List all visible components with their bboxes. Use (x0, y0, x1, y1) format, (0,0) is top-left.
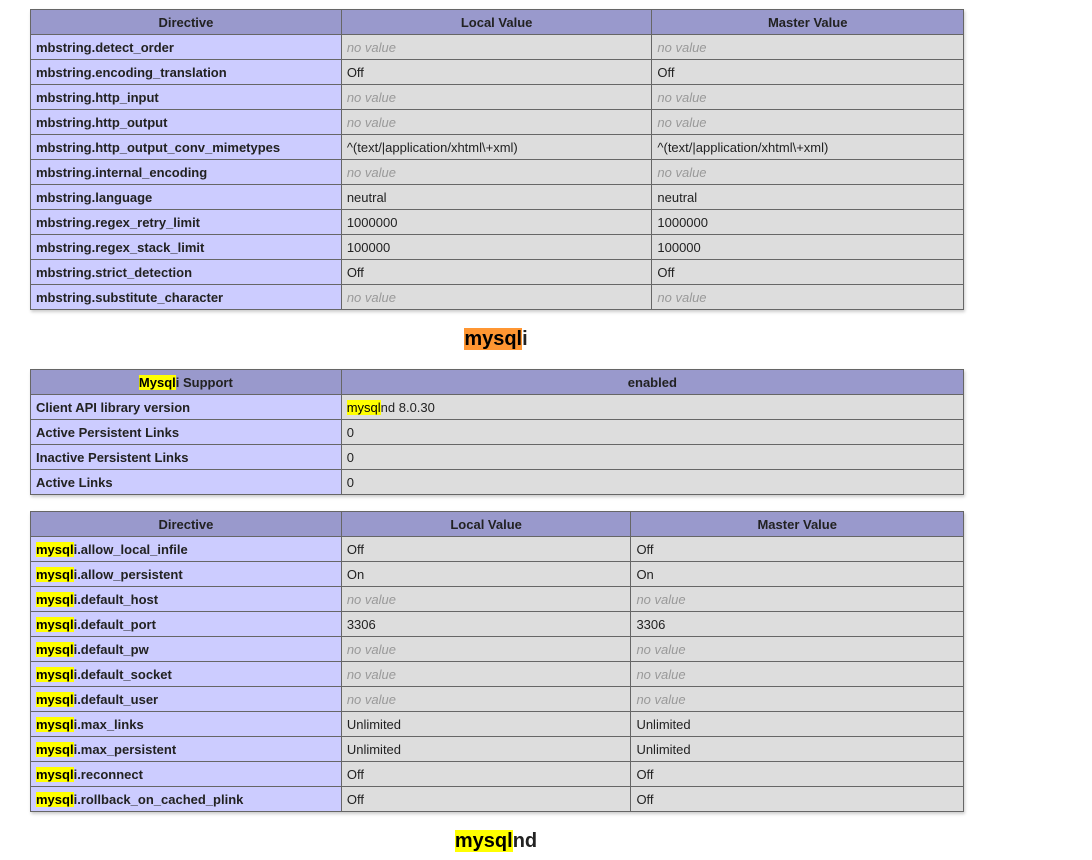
search-highlight: mysql (36, 791, 74, 807)
search-highlight: mysql (36, 591, 74, 607)
table-row (31, 135, 964, 160)
search-highlight: mysql (36, 541, 74, 557)
mbstring-directives-table (30, 9, 964, 310)
local-value: Unlimited (341, 712, 631, 737)
directive-name: mysqli.default_port (31, 612, 342, 637)
mysqli-support-table (30, 369, 964, 495)
local-value: Off (341, 60, 652, 85)
local-value: ^(text/|application/xhtml\+xml) (341, 135, 652, 160)
directive-name: mysqli.rollback_on_cached_plink (31, 787, 342, 812)
local-value: no value (341, 637, 631, 662)
row-label: Client API library version (31, 395, 342, 420)
local-value: neutral (341, 185, 652, 210)
directive-name: mysqli.max_links (31, 712, 342, 737)
local-value: 100000 (341, 235, 652, 260)
table-row (31, 185, 964, 210)
master-value: On (631, 562, 964, 587)
table-row (31, 395, 964, 420)
table-row (31, 712, 964, 737)
master-value: Off (631, 762, 964, 787)
local-value: Unlimited (341, 737, 631, 762)
search-highlight: mysql (36, 666, 74, 682)
table-row (31, 285, 964, 310)
directive-name: mbstring.http_input (31, 85, 342, 110)
master-value: neutral (652, 185, 964, 210)
master-value: Off (631, 537, 964, 562)
search-highlight: Mysql (138, 374, 176, 390)
search-highlight: mysql (346, 399, 381, 415)
local-value: Off (341, 762, 631, 787)
mysqli-directives-table (30, 511, 964, 812)
table-row (31, 787, 964, 812)
master-value: ^(text/|application/xhtml\+xml) (652, 135, 964, 160)
table-row (31, 762, 964, 787)
table-row (31, 587, 964, 612)
table-header-row (31, 10, 964, 35)
local-value: 1000000 (341, 210, 652, 235)
search-highlight-current: mysql (464, 328, 523, 350)
table-header-row (31, 512, 964, 537)
master-value: no value (631, 587, 964, 612)
master-value: no value (652, 285, 964, 310)
table-row (31, 537, 964, 562)
column-header: Directive (31, 512, 342, 537)
table-row (31, 235, 964, 260)
directive-name: mbstring.encoding_translation (31, 60, 342, 85)
master-value: Off (652, 60, 964, 85)
local-value: no value (341, 160, 652, 185)
table-row (31, 110, 964, 135)
row-label: Active Links (31, 470, 342, 495)
row-value: mysqlnd 8.0.30 (341, 395, 963, 420)
local-value: no value (341, 110, 652, 135)
directive-name: mysqli.reconnect (31, 762, 342, 787)
search-highlight: mysql (36, 766, 74, 782)
directive-name: mbstring.detect_order (31, 35, 342, 60)
row-value: 0 (341, 470, 963, 495)
directive-name: mbstring.http_output_conv_mimetypes (31, 135, 342, 160)
support-status: enabled (341, 370, 963, 395)
table-header-row (31, 370, 964, 395)
local-value: Off (341, 537, 631, 562)
search-highlight: mysql (36, 741, 74, 757)
column-header: Directive (31, 10, 342, 35)
table-row (31, 160, 964, 185)
directive-name: mbstring.language (31, 185, 342, 210)
master-value: Off (631, 787, 964, 812)
master-value: no value (631, 662, 964, 687)
row-value: 0 (341, 445, 963, 470)
directive-name: mbstring.substitute_character (31, 285, 342, 310)
mysqli-section-heading: mysqli (464, 328, 528, 350)
row-label: Active Persistent Links (31, 420, 342, 445)
directive-name: mysqli.allow_persistent (31, 562, 342, 587)
master-value: no value (652, 110, 964, 135)
local-value: Off (341, 260, 652, 285)
local-value: no value (341, 662, 631, 687)
local-value: Off (341, 787, 631, 812)
search-highlight: mysql (454, 830, 513, 852)
column-header: Local Value (341, 10, 652, 35)
master-value: Off (652, 260, 964, 285)
column-header: Master Value (652, 10, 964, 35)
table-row (31, 260, 964, 285)
support-header: Mysqli Support (31, 370, 342, 395)
table-row (31, 85, 964, 110)
search-highlight: mysql (36, 566, 74, 582)
master-value: Unlimited (631, 737, 964, 762)
row-value: 0 (341, 420, 963, 445)
mysqlnd-section-heading: mysqlnd (454, 830, 538, 852)
local-value: no value (341, 687, 631, 712)
table-row (31, 637, 964, 662)
directive-name: mbstring.internal_encoding (31, 160, 342, 185)
directive-name: mysqli.default_host (31, 587, 342, 612)
column-header: Local Value (341, 512, 631, 537)
master-value: no value (652, 160, 964, 185)
master-value: no value (652, 85, 964, 110)
table-row (31, 445, 964, 470)
master-value: Unlimited (631, 712, 964, 737)
directive-name: mbstring.regex_retry_limit (31, 210, 342, 235)
local-value: no value (341, 587, 631, 612)
directive-name: mysqli.default_socket (31, 662, 342, 687)
master-value: no value (652, 35, 964, 60)
master-value: 1000000 (652, 210, 964, 235)
table-row (31, 612, 964, 637)
directive-name: mysqli.max_persistent (31, 737, 342, 762)
master-value: 100000 (652, 235, 964, 260)
master-value: no value (631, 637, 964, 662)
search-highlight: mysql (36, 641, 74, 657)
table-row (31, 470, 964, 495)
table-row (31, 210, 964, 235)
table-row (31, 662, 964, 687)
search-highlight: mysql (36, 691, 74, 707)
local-value: no value (341, 285, 652, 310)
table-row (31, 420, 964, 445)
directive-name: mbstring.strict_detection (31, 260, 342, 285)
search-highlight: mysql (36, 716, 74, 732)
row-label: Inactive Persistent Links (31, 445, 342, 470)
local-value: On (341, 562, 631, 587)
table-row (31, 562, 964, 587)
local-value: 3306 (341, 612, 631, 637)
local-value: no value (341, 85, 652, 110)
directive-name: mbstring.regex_stack_limit (31, 235, 342, 260)
search-highlight: mysql (36, 616, 74, 632)
local-value: no value (341, 35, 652, 60)
table-row (31, 60, 964, 85)
directive-name: mysqli.default_user (31, 687, 342, 712)
directive-name: mbstring.http_output (31, 110, 342, 135)
table-row (31, 687, 964, 712)
directive-name: mysqli.default_pw (31, 637, 342, 662)
directive-name: mysqli.allow_local_infile (31, 537, 342, 562)
table-row (31, 737, 964, 762)
table-row (31, 35, 964, 60)
column-header: Master Value (631, 512, 964, 537)
master-value: no value (631, 687, 964, 712)
master-value: 3306 (631, 612, 964, 637)
